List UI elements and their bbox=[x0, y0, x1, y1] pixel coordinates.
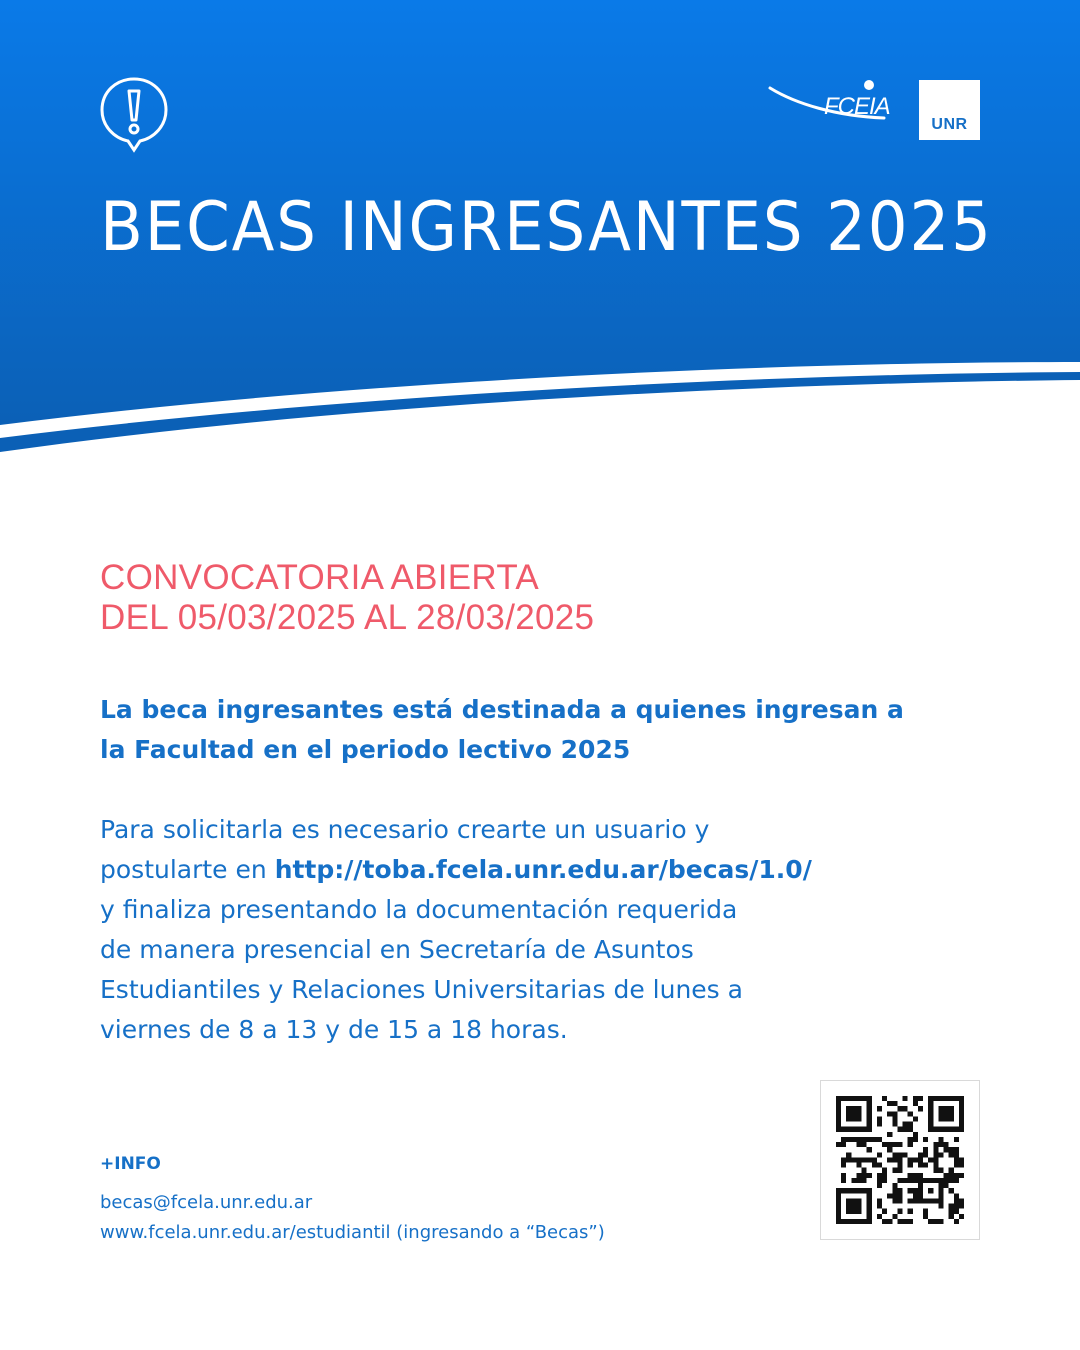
paragraph-line: y finaliza presentando la documentación requerida bbox=[100, 895, 738, 924]
paragraph-line: la Facultad en el periodo lectivo 2025 bbox=[100, 735, 631, 764]
unr-logo-text: UNR bbox=[931, 116, 968, 133]
destinada-paragraph bbox=[100, 690, 980, 770]
convocatoria-line: CONVOCATORIA ABIERTA bbox=[100, 558, 540, 597]
unr-logo bbox=[919, 80, 980, 140]
info-email[interactable]: becas@fcela.unr.edu.ar bbox=[100, 1192, 313, 1213]
paragraph-line: Estudiantiles y Relaciones Universitarias de lunes a bbox=[100, 975, 743, 1004]
paragraph-line: viernes de 8 a 13 y de 15 a 18 horas. bbox=[100, 1015, 568, 1044]
becas-link[interactable]: http://toba.fcela.unr.edu.ar/becas/1.0/ bbox=[274, 855, 812, 884]
info-web[interactable]: www.fcela.unr.edu.ar/estudiantil (ingresando a “Becas”) bbox=[100, 1222, 605, 1243]
page-title: BECAS INGRESANTES 2025 bbox=[100, 188, 993, 267]
convocatoria-dates: DEL 05/03/2025 AL 28/03/2025 bbox=[100, 598, 595, 637]
alert-speech-bubble-icon bbox=[98, 76, 170, 154]
convocatoria-heading bbox=[100, 558, 594, 638]
paragraph-line-prefix: postularte en bbox=[100, 855, 275, 884]
paragraph-line: de manera presencial en Secretaría de Asuntos bbox=[100, 935, 694, 964]
qr-code[interactable] bbox=[820, 1080, 980, 1240]
paragraph-line: La beca ingresantes está destinada a quienes ingresan a bbox=[100, 695, 904, 724]
qr-code-icon bbox=[836, 1096, 964, 1224]
fceia-logo bbox=[766, 78, 906, 134]
info-label: +INFO bbox=[100, 1154, 161, 1174]
paragraph-line: Para solicitarla es necesario crearte un usuario y bbox=[100, 815, 710, 844]
paragraph-line bbox=[100, 850, 980, 890]
fceia-logo-text: FCEIA bbox=[824, 93, 890, 120]
solicitar-paragraph bbox=[100, 810, 980, 1050]
header-banner bbox=[0, 0, 1080, 460]
